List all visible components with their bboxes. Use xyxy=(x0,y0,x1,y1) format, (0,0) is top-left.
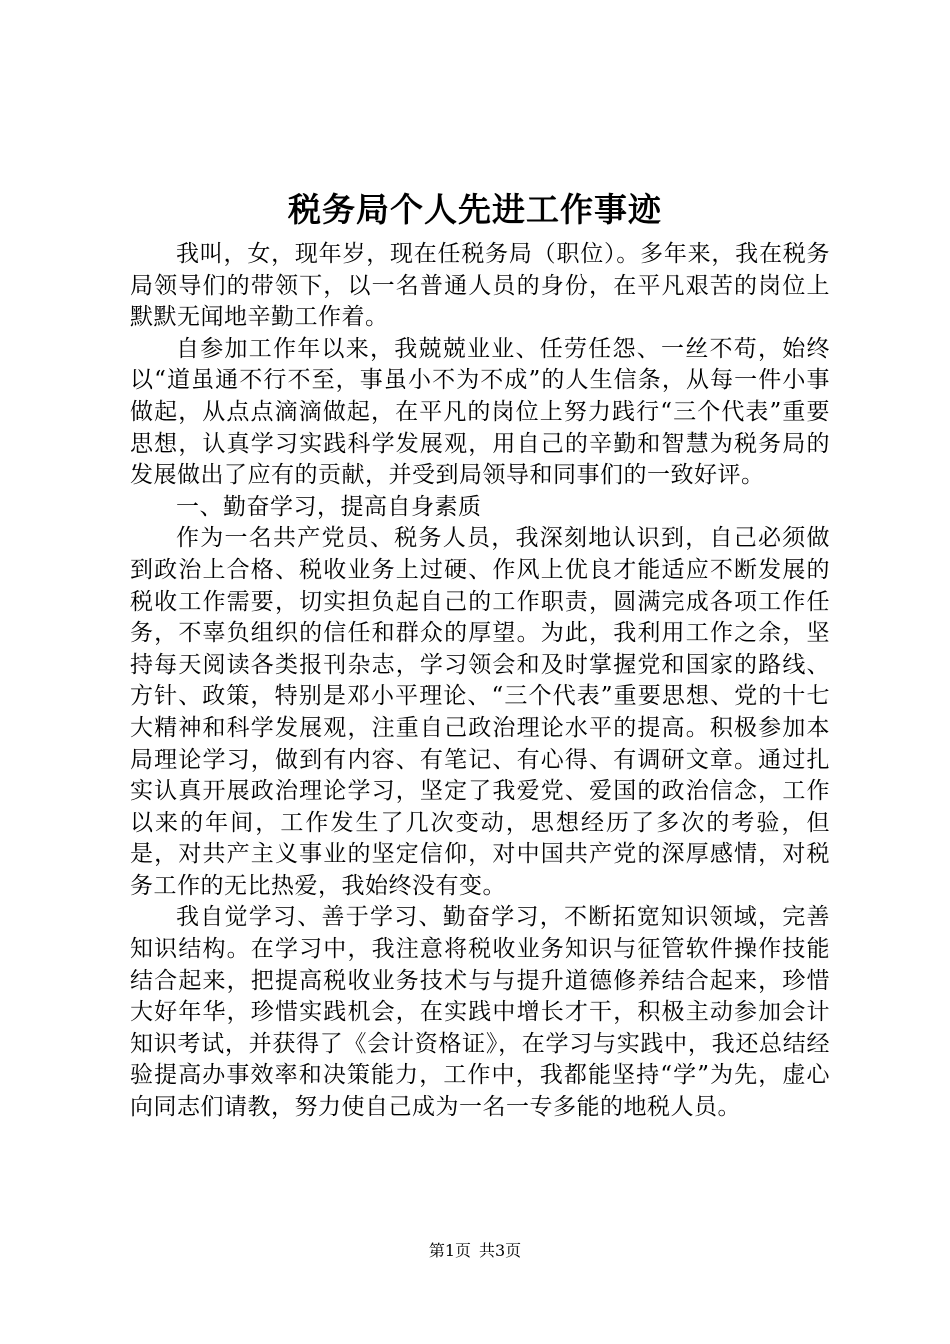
paragraph-intro: 我叫，女，现年岁，现在任税务局（职位）。多年来，我在税务局领导们的带领下，以一名普通人员的身份，在平凡艰苦的岗位上默默无闻地辛勤工作着。 xyxy=(130,241,830,331)
paragraph-study-politics: 作为一名共产党员、税务人员，我深刻地认识到，自己必须做到政治上合格、税收业务上过硬、作风上优良才能适应不断发展的税收工作需要，切实担负起自己的工作职责，圆满完成各项工作任务，不辜负组织的信任和群众的厚望。为此，我利用工作之余，坚持每天阅读各类报刊杂志，学习领会和及时掌握党和国家的路线、方针、政策，特别是邓小平理论、“三个代表”重要思想、党的十七大精神和科学发展观，注重自己政治理论水平的提高。积极参加本局理论学习，做到有内容、有笔记、有心得、有调研文章。通过扎实认真开展政治理论学习，坚定了我爱党、爱国的政治信念，工作以来的年间，工作发生了几次变动，思想经历了多次的考验，但是，对共产主义事业的坚定信仰，对中国共产党的深厚感情，对税务工作的无比热爱，我始终没有变。 xyxy=(130,525,830,899)
document-body xyxy=(130,239,830,1124)
page-number: 第1页 xyxy=(428,1241,471,1260)
paragraph-overview: 自参加工作年以来，我兢兢业业、任劳任怨、一丝不苟，始终以“道虽通不行不至，事虽小不为不成”的人生信条，从每一件小事做起，从点点滴滴做起，在平凡的岗位上努力践行“三个代表”重要思想，认真学习实践科学发展观，用自己的辛勤和智慧为税务局的发展做出了应有的贡献，并受到局领导和同事们的一致好评。 xyxy=(130,335,830,489)
page-footer xyxy=(0,1241,950,1261)
paragraph-study-skills: 我自觉学习、善于学习、勤奋学习，不断拓宽知识领域，完善知识结构。在学习中，我注意将税收业务知识与征管软件操作技能结合起来，把提高税收业务技术与与提升道德修养结合起来，珍惜大好年华，珍惜实践机会，在实践中增长才干，积极主动参加会计知识考试，并获得了《会计资格证》，在学习与实践中，我还总结经验提高办事效率和决策能力，工作中，我都能坚持“学”为先，虚心向同志们请教，努力使自己成为一名一专多能的地税人员。 xyxy=(130,904,830,1121)
section-heading: 一、勤奋学习，提高自身素质 xyxy=(176,493,482,520)
page-total: 共3页 xyxy=(479,1241,522,1260)
document-title: 税务局个人先进工作事迹 xyxy=(288,190,662,229)
